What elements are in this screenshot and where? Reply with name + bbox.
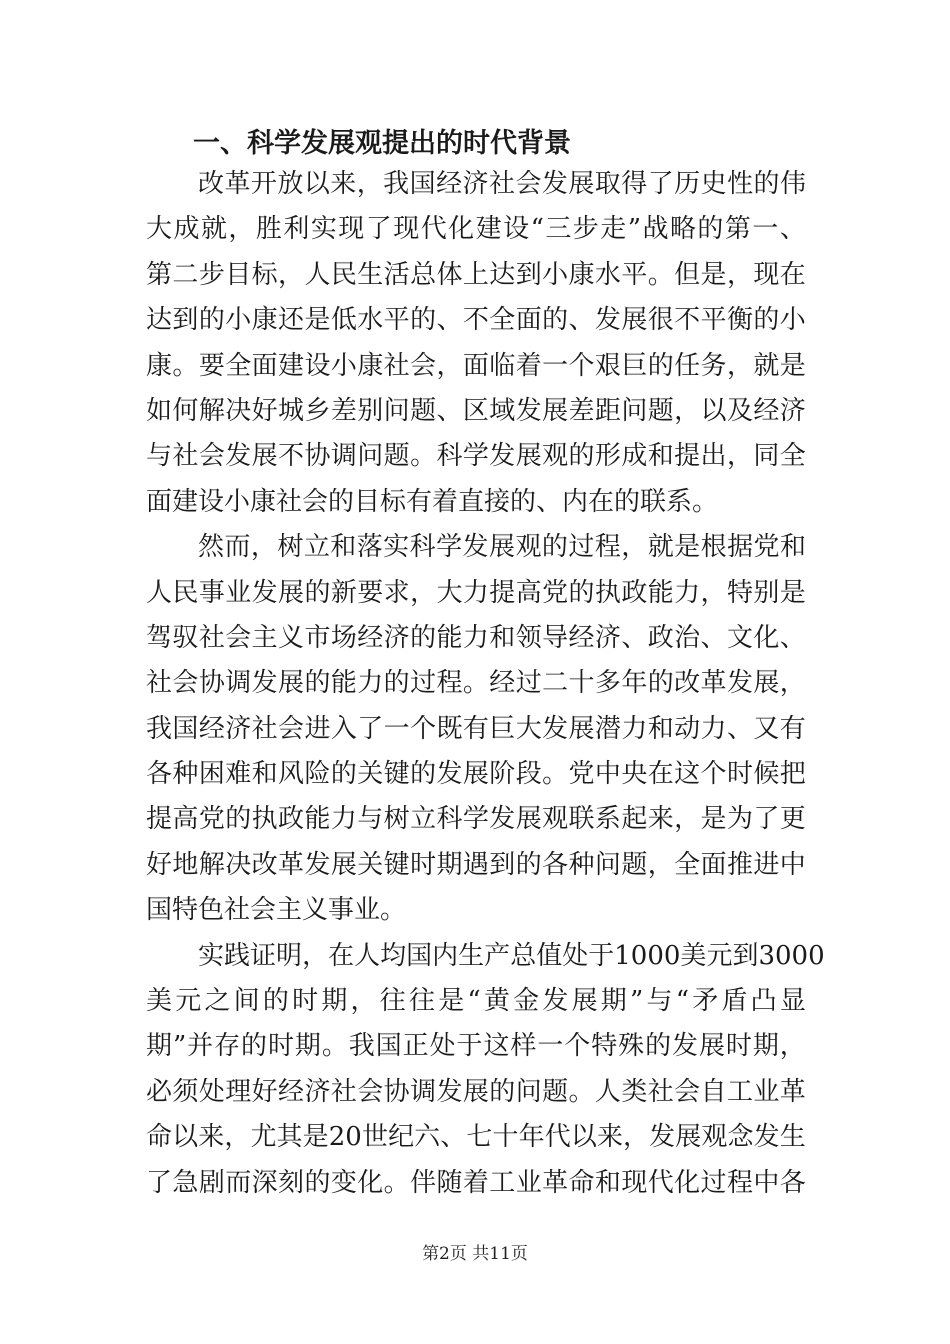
paragraph-line: 我 国 经 济 社 会 进 入 了 一 个 既 有 巨 大 发 展 潜 力 和 动 力 、 又 有 [146,713,806,744]
paragraph-line: 达 到 的 小 康 还 是 低 水 平 的 、 不 全 面 的 、 发 展 很 不 平 衡 的 小 [146,305,806,336]
paragraph-line: 必 须 处 理 好 经 济 社 会 协 调 发 展 的 问 题 。 人 类 社 会 自 工 业 革 [146,1076,806,1107]
paragraph-line: 面建设小康社会的目标有着直接的、内在的联系。 [146,486,719,517]
paragraph-line: 与 社 会 发 展 不 协 调 问 题 。 科 学 发 展 观 的 形 成 和 提 出 ， 同 全 [146,441,806,472]
section-heading: 一、科学发展观提出的时代背景 [193,128,571,159]
paragraph-line: 实 践 证 明 ， 在 人 均 国 内 生 产 总 值 处 于 1000 美 元 到 3000 [198,940,825,971]
paragraph-line: 社 会 协 调 发 展 的 能 力 的 过 程 。 经 过 二 十 多 年 的 改 革 发 展 ， [146,668,806,699]
paragraph-line: 美 元 之 间 的 时 期 ， 往 往 是 “ 黄 金 发 展 期 ” 与 “ 矛 盾 凸 显 [146,986,806,1017]
paragraph-line: 各 种 困 难 和 风 险 的 关 键 的 发 展 阶 段 。 党 中 央 在 这 个 时 候 把 [146,759,806,790]
paragraph-line: 大 成 就 ， 胜 利 实 现 了 现 代 化 建 设 “ 三 步 走 ” 战 略 的 第 一 、 [146,214,806,245]
paragraph-line: 驾 驭 社 会 主 义 市 场 经 济 的 能 力 和 领 导 经 济 、 政 治 、 文 化 、 [146,622,806,653]
paragraph-line: 了 急 剧 而 深 刻 的 变 化 。 伴 随 着 工 业 革 命 和 现 代 化 过 程 中 各 [146,1167,806,1198]
paragraph-line: 命 以 来 ， 尤 其 是 20 世 纪 六 、 七 十 年 代 以 来 ， 发 展 观 念 发 生 [146,1122,806,1153]
paragraph-line: 好 地 解 决 改 革 发 展 关 键 时 期 遇 到 的 各 种 问 题 ， 全 面 推 进 中 [146,849,806,880]
paragraph-line: 如 何 解 决 好 城 乡 差 别 问 题 、 区 域 发 展 差 距 问 题 ， 以 及 经 济 [146,395,806,426]
paragraph-line: 国特色社会主义事业。 [146,895,407,926]
paragraph-line: 康 。 要 全 面 建 设 小 康 社 会 ， 面 临 着 一 个 艰 巨 的 任 务 ， 就 是 [146,350,806,381]
paragraph-line: 人 民 事 业 发 展 的 新 要 求 ， 大 力 提 高 党 的 执 政 能 力 ， 特 别 是 [146,577,806,608]
paragraph-line: 提 高 党 的 执 政 能 力 与 树 立 科 学 发 展 观 联 系 起 来 ， 是 为 了 更 [146,804,806,835]
page-footer: 第2页 共11页 [422,1244,528,1264]
paragraph-line: 期 ” 并 存 的 时 期 。 我 国 正 处 于 这 样 一 个 特 殊 的 发 展 时 期 ， [146,1031,806,1062]
body-text [146,162,825,1206]
paragraph-line: 第 二 步 目 标 ， 人 民 生 活 总 体 上 达 到 小 康 水 平 。 但 是 ， 现 在 [146,259,806,290]
paragraph-line: 然 而 ， 树 立 和 落 实 科 学 发 展 观 的 过 程 ， 就 是 根 据 党 和 [198,532,806,563]
paragraph-line: 改 革 开 放 以 来 ， 我 国 经 济 社 会 发 展 取 得 了 历 史 性 的 伟 [198,169,806,199]
